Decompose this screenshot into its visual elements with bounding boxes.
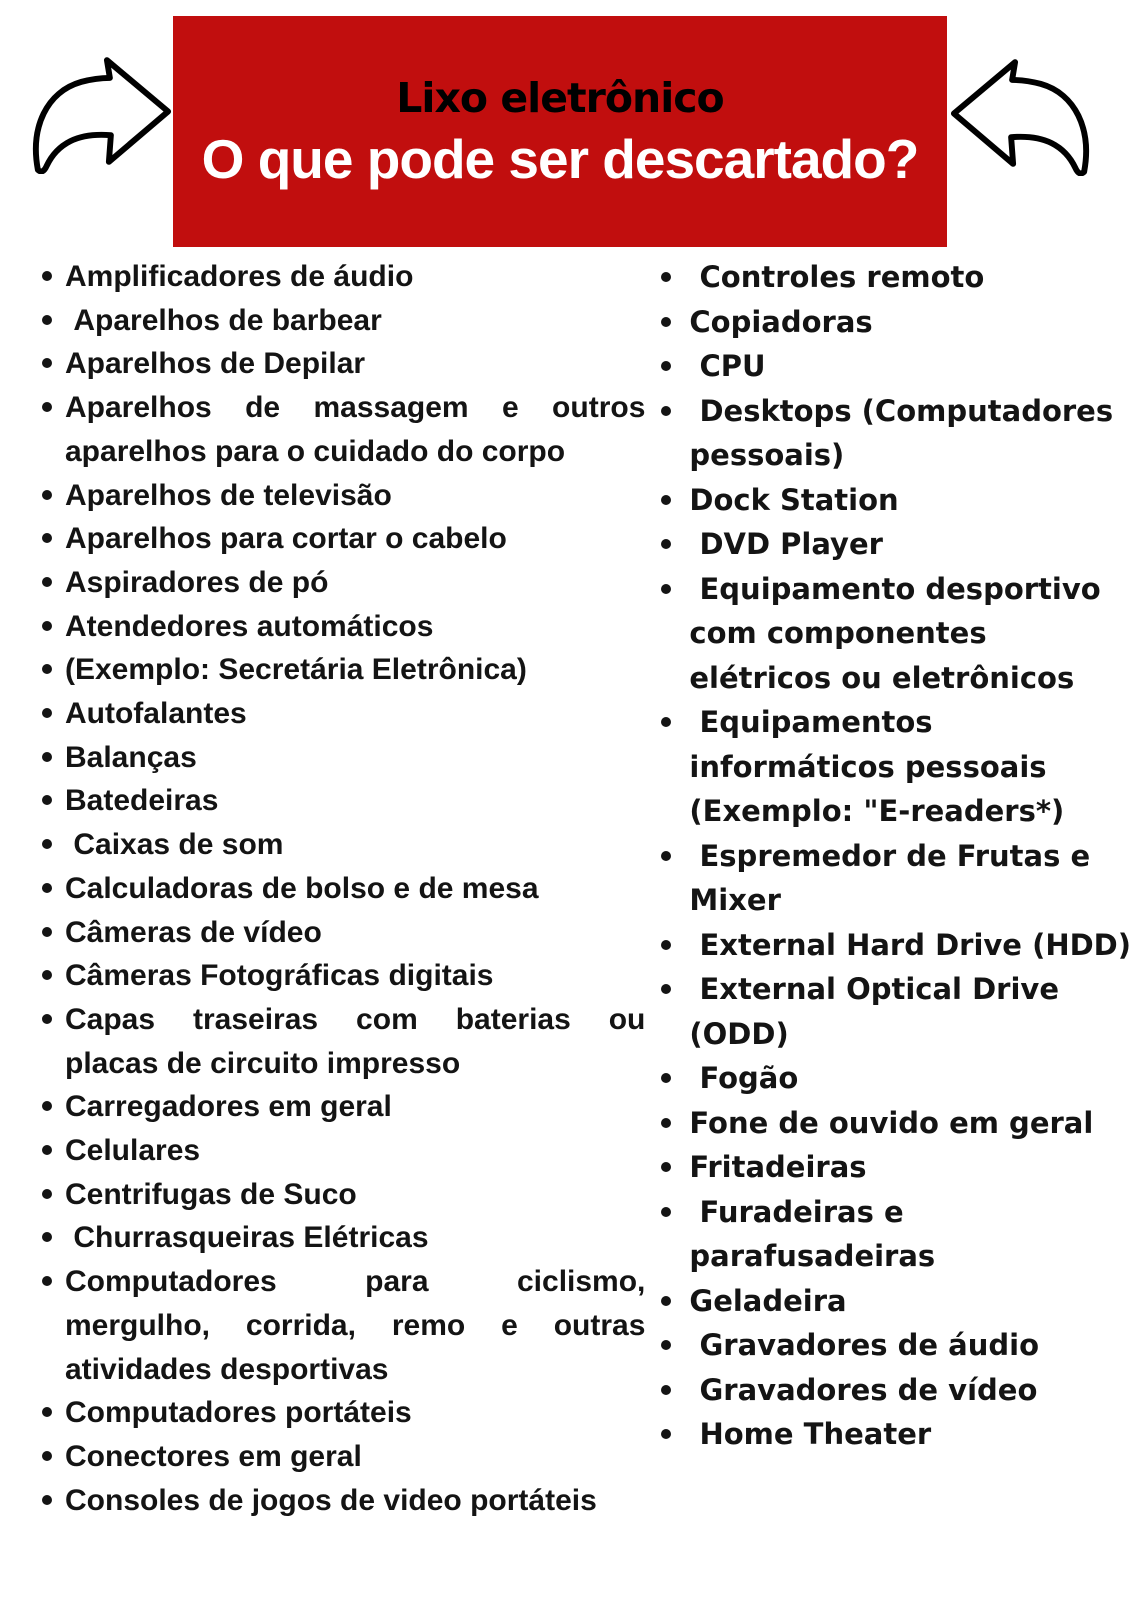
bullet-icon	[38, 648, 65, 674]
list-item	[38, 474, 645, 518]
bullet-icon	[38, 474, 65, 500]
list-item	[38, 1435, 645, 1479]
bullet-icon	[38, 1173, 65, 1199]
bullet-icon	[657, 1323, 689, 1350]
list-item	[657, 1412, 1131, 1457]
bullet-icon	[657, 344, 689, 371]
list-item	[657, 389, 1131, 478]
list-item-line: mergulho, corrida, remo e outras	[65, 1308, 646, 1342]
bullet-icon	[38, 867, 65, 893]
bullet-icon	[38, 1129, 65, 1155]
bullet-icon	[657, 923, 689, 950]
list-item	[38, 779, 645, 823]
list-item	[38, 299, 645, 343]
bullet-icon	[38, 1435, 65, 1461]
bullet-icon	[38, 517, 65, 543]
list-item-line: Fogão	[689, 1061, 799, 1095]
list-item	[657, 567, 1131, 701]
list-item-line: Desktops (Computadores	[689, 393, 1114, 428]
list-item-line: (ODD)	[689, 1016, 789, 1051]
list-item	[38, 954, 645, 998]
bullet-icon	[38, 998, 65, 1024]
bullet-icon	[38, 255, 65, 281]
list-item-line: Copiadoras	[689, 304, 873, 339]
bullet-icon	[657, 1412, 689, 1439]
list-item-line: Batedeiras	[65, 784, 219, 818]
bullet-icon	[657, 967, 689, 994]
list-item	[38, 1260, 645, 1391]
bullet-icon	[657, 700, 689, 727]
list-item	[657, 1145, 1131, 1190]
list-item	[657, 834, 1131, 923]
list-item-line: External Hard Drive (HDD)	[689, 927, 1131, 962]
bullet-icon	[657, 522, 689, 549]
list-item-line: Fone de ouvido em geral	[689, 1105, 1094, 1140]
list-item-line: Autofalantes	[65, 697, 247, 731]
list-item-line: parafusadeiras	[689, 1239, 936, 1273]
list-item-line: Calculadoras de bolso e de mesa	[65, 871, 539, 905]
list-item-line: Aparelhos de massagem e outros	[65, 391, 646, 425]
bullet-icon	[38, 1391, 65, 1417]
list-item-line: Espremedor de Frutas e	[689, 838, 1091, 873]
bullet-icon	[38, 561, 65, 587]
list-item-line: Aparelhos de Depilar	[65, 347, 366, 381]
list-item	[38, 823, 645, 867]
list-item	[657, 700, 1131, 834]
list-item-line: Equipamentos	[689, 705, 933, 739]
bullet-icon	[657, 1368, 689, 1395]
list-item-line: Computadores portáteis	[65, 1396, 412, 1430]
list-item	[657, 1056, 1131, 1101]
list-item-line: Celulares	[65, 1134, 201, 1168]
list-item	[657, 300, 1131, 345]
list-item	[657, 1101, 1131, 1146]
bullet-icon	[657, 1279, 689, 1306]
bullet-icon	[38, 299, 65, 325]
bullet-icon	[38, 605, 65, 631]
list-item	[657, 1190, 1131, 1279]
list-item	[38, 517, 645, 561]
list-item	[38, 386, 645, 473]
list-item	[38, 998, 645, 1085]
list-item	[657, 1368, 1131, 1413]
list-item-line: External Optical Drive	[689, 972, 1059, 1006]
list-item-line: pessoais)	[689, 438, 845, 472]
list-item	[657, 478, 1131, 523]
bullet-icon	[657, 1145, 689, 1172]
list-item	[657, 923, 1131, 968]
list-item-line: Balanças	[65, 740, 197, 774]
list-item	[38, 867, 645, 911]
list-item	[38, 648, 645, 692]
list-item	[657, 344, 1131, 389]
bullet-icon	[38, 386, 65, 412]
list-item-line: atividades desportivas	[65, 1352, 389, 1386]
list-item-line: Gravadores de áudio	[689, 1328, 1040, 1362]
bullet-icon	[657, 255, 689, 282]
list-item-line: placas de circuito impresso	[65, 1046, 461, 1080]
list-item-line: informáticos pessoais	[689, 749, 1047, 784]
list-item	[38, 1173, 645, 1217]
list-item	[657, 1279, 1131, 1324]
poster-subtitle: O que pode ser descartado?	[201, 127, 919, 190]
poster-title: Lixo eletrônico	[396, 73, 724, 122]
bullet-icon	[38, 342, 65, 368]
list-item-line: com componentes	[689, 616, 987, 650]
list-item-line: Fritadeiras	[689, 1150, 867, 1184]
bullet-icon	[38, 1216, 65, 1242]
bullet-icon	[38, 1260, 65, 1286]
bullet-icon	[657, 1101, 689, 1128]
bullet-icon	[657, 300, 689, 327]
list-item-line: Home Theater	[689, 1417, 932, 1451]
list-item-line: aparelhos para o cuidado do corpo	[65, 434, 566, 468]
bullet-icon	[38, 736, 65, 762]
bullet-icon	[657, 389, 689, 416]
list-item-line: Câmeras Fotográficas digitais	[65, 959, 494, 993]
list-item	[38, 1129, 645, 1173]
list-item-line: Consoles de jogos de video portáteis	[65, 1483, 597, 1517]
list-item-line: Carregadores em geral	[65, 1090, 392, 1124]
bullet-icon	[657, 1056, 689, 1083]
list-item-line: Controles remoto	[689, 260, 985, 294]
list-item-line: Capas traseiras com baterias ou	[65, 1002, 646, 1036]
bullet-icon	[38, 692, 65, 718]
bullet-icon	[38, 911, 65, 937]
bullet-icon	[657, 567, 689, 594]
bullet-icon	[38, 779, 65, 805]
list-item-line: Aspiradores de pó	[65, 565, 329, 599]
bullet-icon	[38, 1479, 65, 1505]
bullet-icon	[38, 1085, 65, 1111]
list-item	[38, 561, 645, 605]
list-item-line: Aparelhos de barbear	[65, 303, 382, 337]
list-item	[38, 692, 645, 736]
list-item-line: Amplificadores de áudio	[65, 260, 414, 293]
bullet-icon	[657, 478, 689, 505]
list-item-line: Gravadores de vídeo	[689, 1372, 1038, 1407]
list-item-line: Atendedores automáticos	[65, 609, 434, 643]
list-item	[657, 522, 1131, 567]
list-item-line: CPU	[689, 349, 766, 383]
curved-arrow-left-icon	[947, 52, 1095, 176]
bullet-icon	[38, 823, 65, 849]
curved-arrow-right-icon	[27, 50, 175, 174]
list-item-line: Caixas de som	[65, 828, 284, 862]
right-column-list	[657, 247, 1131, 1522]
bullet-icon	[657, 1190, 689, 1217]
list-item-line: elétricos ou eletrônicos	[689, 660, 1075, 695]
list-item-line: Centrifugas de Suco	[65, 1177, 357, 1211]
list-item-line: (Exemplo: Secretária Eletrônica)	[65, 653, 527, 687]
bullet-icon	[657, 834, 689, 861]
list-item	[38, 1479, 645, 1523]
list-item	[657, 255, 1131, 300]
list-item-line: Churrasqueiras Elétricas	[65, 1221, 429, 1255]
list-item-line: Mixer	[689, 883, 781, 917]
list-item-line: Aparelhos de televisão	[65, 478, 392, 512]
list-item-line: Equipamento desportivo	[689, 571, 1101, 606]
list-item	[657, 967, 1131, 1056]
list-item	[38, 255, 645, 299]
list-item	[38, 1391, 645, 1435]
list-item-line: (Exemplo: "E-readers*)	[689, 794, 1065, 828]
list-item-line: Aparelhos para cortar o cabelo	[65, 522, 507, 556]
list-item	[38, 911, 645, 955]
list-item-line: Furadeiras e	[689, 1194, 904, 1229]
list-item	[38, 1085, 645, 1129]
list-item	[38, 342, 645, 386]
list-item	[38, 736, 645, 780]
list-item	[38, 1216, 645, 1260]
list-item-line: Geladeira	[689, 1283, 847, 1318]
list-item-line: Câmeras de vídeo	[65, 915, 322, 949]
bullet-icon	[38, 954, 65, 980]
header-banner	[173, 16, 947, 247]
left-column-list	[38, 247, 645, 1522]
list-item	[38, 605, 645, 649]
item-columns	[0, 247, 1131, 1522]
list-item	[657, 1323, 1131, 1368]
list-item-line: Computadores para ciclismo,	[65, 1265, 646, 1299]
list-item-line: Conectores em geral	[65, 1439, 362, 1473]
list-item-line: Dock Station	[689, 482, 899, 517]
list-item-line: DVD Player	[689, 527, 883, 561]
